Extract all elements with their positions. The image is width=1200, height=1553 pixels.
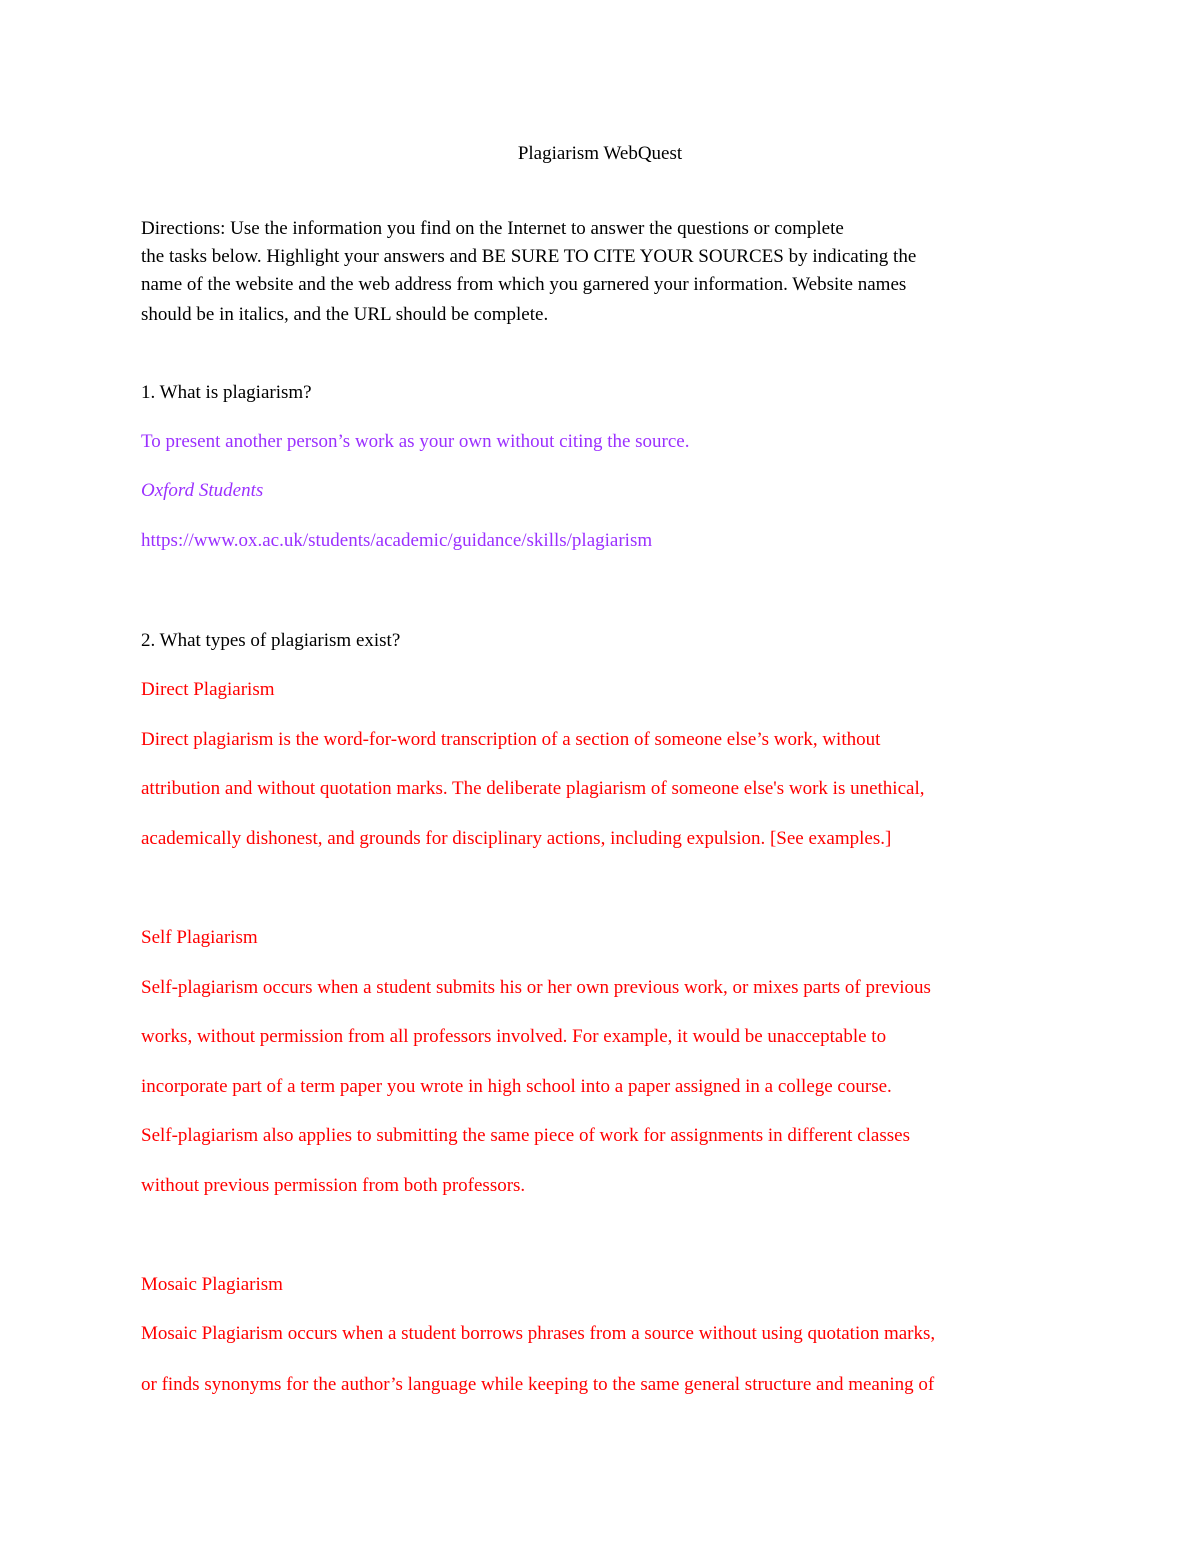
direct-plagiarism-line-2: attribution and without quotation marks. The deliberate plagiarism of someone else's work is unethical, <box>141 778 925 799</box>
self-plagiarism-line-5: without previous permission from both professors. <box>141 1175 526 1196</box>
directions-line-2: the tasks below. Highlight your answers and BE SURE TO CITE YOUR SOURCES by indicating the <box>141 246 917 267</box>
mosaic-plagiarism-line-2: or finds synonyms for the author’s language while keeping to the same general structure and meaning of <box>141 1374 935 1395</box>
self-plagiarism-line-3: incorporate part of a term paper you wrote in high school into a paper assigned in a college course. <box>141 1076 892 1097</box>
answer-1: To present another person’s work as your own without citing the source. <box>141 431 690 452</box>
self-plagiarism-line-1: Self-plagiarism occurs when a student submits his or her own previous work, or mixes parts of previous <box>141 977 931 998</box>
self-plagiarism-heading: Self Plagiarism <box>141 927 258 948</box>
directions-line-4: should be in italics, and the URL should be complete. <box>141 304 549 325</box>
source-url-1[interactable]: https://www.ox.ac.uk/students/academic/guidance/skills/plagiarism <box>141 530 653 551</box>
source-name-1: Oxford Students <box>141 480 264 501</box>
direct-plagiarism-heading: Direct Plagiarism <box>141 679 275 700</box>
mosaic-plagiarism-heading: Mosaic Plagiarism <box>141 1274 283 1295</box>
direct-plagiarism-line-3: academically dishonest, and grounds for disciplinary actions, including expulsion. [See examples.] <box>141 828 892 849</box>
mosaic-plagiarism-line-1: Mosaic Plagiarism occurs when a student borrows phrases from a source without using quotation marks, <box>141 1323 936 1344</box>
document-title: Plagiarism WebQuest <box>517 143 683 164</box>
direct-plagiarism-line-1: Direct plagiarism is the word-for-word transcription of a section of someone else’s work, without <box>141 729 881 750</box>
self-plagiarism-line-4: Self-plagiarism also applies to submitting the same piece of work for assignments in different classes <box>141 1125 910 1146</box>
question-1: 1. What is plagiarism? <box>141 382 312 403</box>
self-plagiarism-line-2: works, without permission from all professors involved. For example, it would be unacceptable to <box>141 1026 887 1047</box>
directions-line-3: name of the website and the web address from which you garnered your information. Website names <box>141 274 907 295</box>
question-2: 2. What types of plagiarism exist? <box>141 630 401 651</box>
directions-line-1: Directions: Use the information you find on the Internet to answer the questions or complete <box>141 218 844 239</box>
